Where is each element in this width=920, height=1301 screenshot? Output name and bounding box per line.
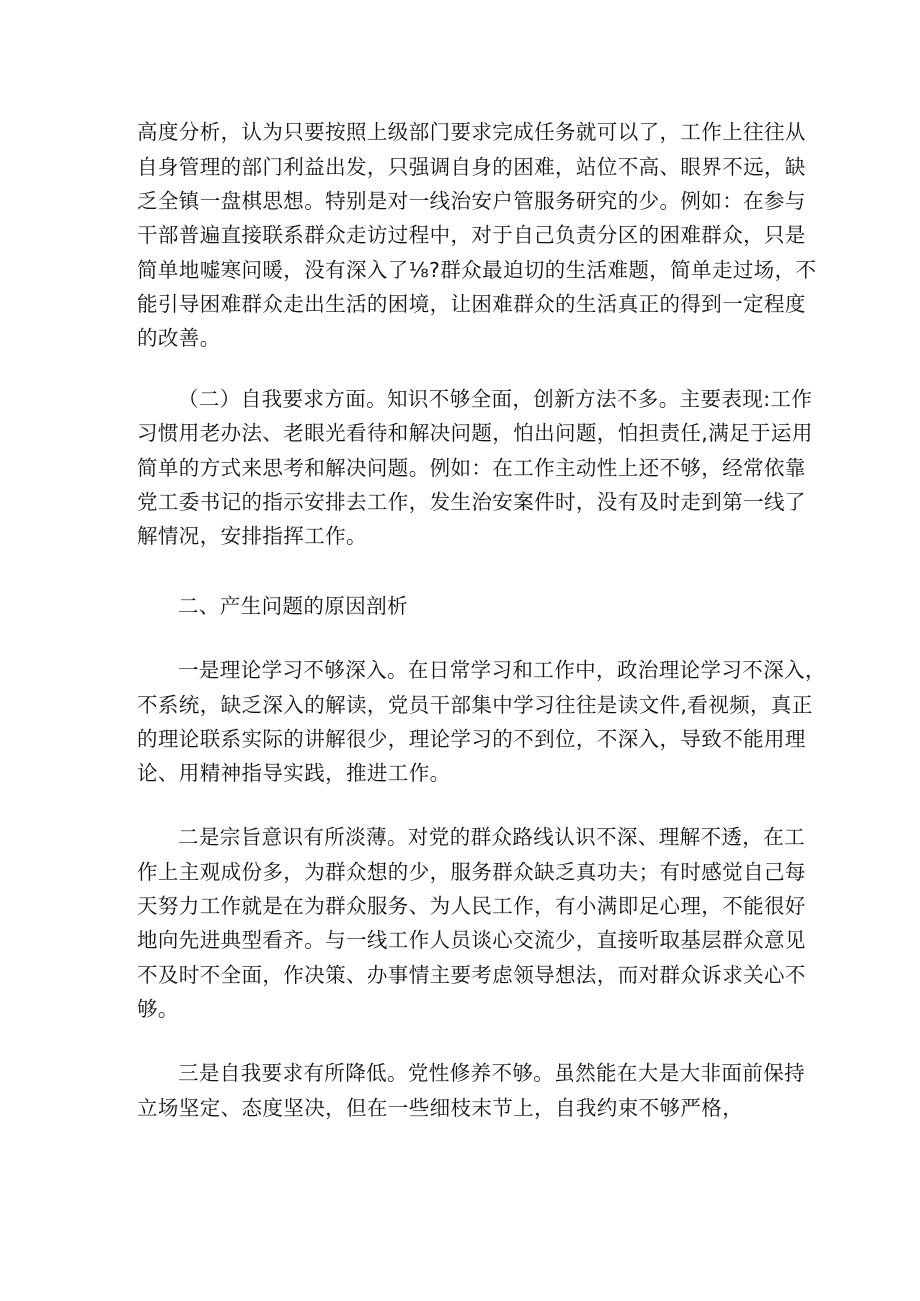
paragraph-line: 习惯用老办法、老眼光看待和解决问题，怕出问题，怕担责任,满足于运用 bbox=[137, 421, 813, 445]
paragraph-line: 自身管理的部门利益出发，只强调自身的困难，站位不高、眼界不远，缺 bbox=[137, 155, 806, 179]
paragraph-line: 作上主观成份多，为群众想的少，服务群众缺乏真功夫；有时感觉自己每 bbox=[137, 860, 806, 884]
paragraph-line: 简单地嘘寒问暖，没有深入了⅛?群众最迫切的生活难题，简单走过场，不 bbox=[137, 258, 817, 282]
section-heading: 二、产生问题的原因剖析 bbox=[178, 594, 408, 618]
paragraph-line: 论、用精神指导实践，推进工作。 bbox=[137, 761, 451, 785]
paragraph-line: 干部普遍直接联系群众走访过程中，对于自己负责分区的困难群众，只是 bbox=[137, 223, 806, 247]
paragraph-line: 地向先进典型看齐。与一线工作人员谈心交流少，直接听取基层群众意见 bbox=[137, 928, 806, 952]
paragraph-line: 高度分析，认为只要按照上级部门要求完成任务就可以了，工作上往往从 bbox=[137, 120, 806, 144]
paragraph-line: 一是理论学习不够深入。在日常学习和工作中，政治理论学习不深入， bbox=[178, 658, 826, 682]
paragraph-line: 够。 bbox=[137, 997, 179, 1021]
paragraph-line: 不及时不全面，作决策、办事情主要考虑领导想法，而对群众诉求关心不 bbox=[137, 963, 806, 987]
paragraph-line: （二）自我要求方面。知识不够全面，创新方法不多。主要表现:工作 bbox=[178, 387, 813, 411]
paragraph-line: 乏全镇一盘棋思想。特别是对一线治安户管服务研究的少。例如：在参与 bbox=[137, 189, 806, 213]
paragraph-line: 能引导困难群众走出生活的困境，让困难群众的生活真正的得到一定程度 bbox=[137, 292, 806, 316]
paragraph-line: 三是自我要求有所降低。党性修养不够。虽然能在大是大非面前保持 bbox=[178, 1061, 805, 1085]
paragraph-line: 的理论联系实际的讲解很少，理论学习的不到位，不深入，导致不能用理 bbox=[137, 727, 806, 751]
paragraph-line: 天努力工作就是在为群众服务、为人民工作，有小满即足心理，不能很好 bbox=[137, 894, 806, 918]
paragraph-line: 二是宗旨意识有所淡薄。对党的群众路线认识不深、理解不透，在工 bbox=[178, 825, 805, 849]
paragraph-line: 不系统，缺乏深入的解读，党员干部集中学习往往是读文件,看视频，真正 bbox=[137, 693, 813, 717]
paragraph-line: 党工委书记的指示安排去工作，发生治安案件时，没有及时走到第一线了 bbox=[137, 490, 806, 514]
paragraph-line: 解情况，安排指挥工作。 bbox=[137, 524, 367, 548]
paragraph-line: 简单的方式来思考和解决问题。例如：在工作主动性上还不够，经常依靠 bbox=[137, 456, 806, 480]
paragraph-line: 的改善。 bbox=[137, 326, 221, 350]
paragraph-line: 立场坚定、态度坚决，但在一些细枝末节上，自我约束不够严格， bbox=[137, 1096, 744, 1120]
